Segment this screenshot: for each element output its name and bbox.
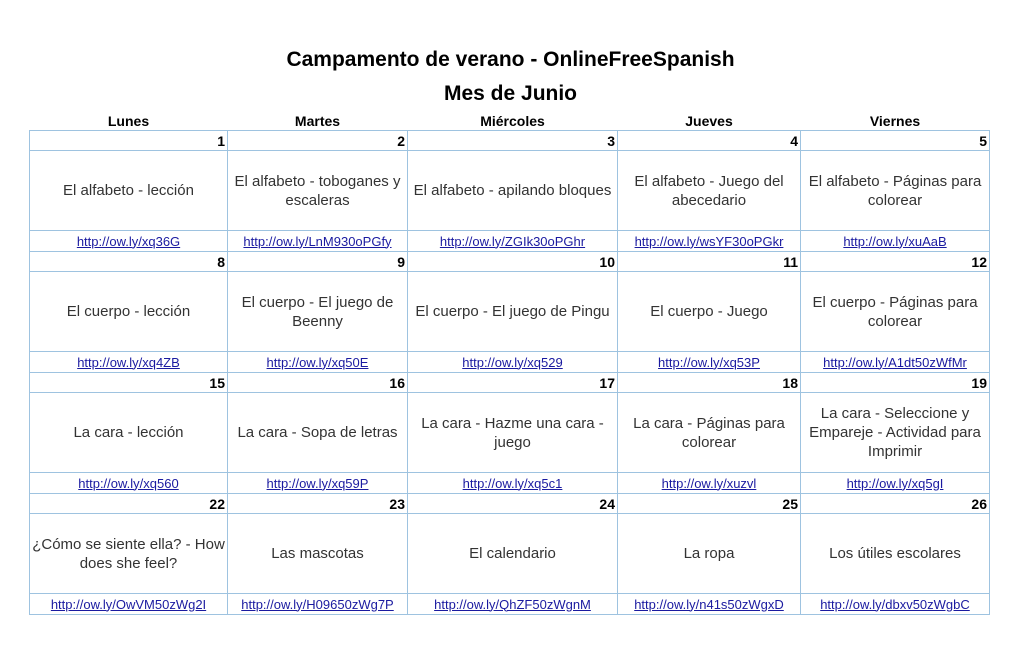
date-number: 8 xyxy=(30,252,228,272)
date-number-row xyxy=(30,252,990,272)
activity-cell: La cara - Sopa de letras xyxy=(228,393,408,473)
calendar-body xyxy=(30,131,990,615)
activity-row xyxy=(30,151,990,231)
link-cell xyxy=(30,352,228,373)
activity-link[interactable]: http://ow.ly/ZGIk30oPGhr xyxy=(439,233,586,249)
activity-cell: El cuerpo - Juego xyxy=(618,272,801,352)
activity-link[interactable]: http://ow.ly/n41s50zWgxD xyxy=(634,596,784,612)
date-number: 26 xyxy=(801,494,990,514)
activity-cell: La cara - lección xyxy=(30,393,228,473)
activity-link[interactable]: http://ow.ly/QhZF50zWgnM xyxy=(434,596,591,612)
activity-cell: El cuerpo - El juego de Pingu xyxy=(408,272,618,352)
date-number: 24 xyxy=(408,494,618,514)
activity-link[interactable]: http://ow.ly/xuzvl xyxy=(661,475,757,491)
date-number: 15 xyxy=(30,373,228,393)
activity-cell: El calendario xyxy=(408,514,618,594)
day-header: Martes xyxy=(294,113,341,129)
activity-cell: El cuerpo - lección xyxy=(30,272,228,352)
date-number: 9 xyxy=(228,252,408,272)
page-title: Campamento de verano - OnlineFreeSpanish xyxy=(286,48,735,71)
date-number: 2 xyxy=(228,131,408,151)
activity-cell: La cara - Seleccione y Empareje - Actividad para Imprimir xyxy=(801,393,990,473)
activity-cell: La cara - Hazme una cara - juego xyxy=(408,393,618,473)
activity-link[interactable]: http://ow.ly/xq53P xyxy=(658,354,760,370)
date-number: 19 xyxy=(801,373,990,393)
activity-link[interactable]: http://ow.ly/xq560 xyxy=(78,475,179,491)
activity-cell: El alfabeto - Juego del abecedario xyxy=(618,151,801,231)
date-number: 12 xyxy=(801,252,990,272)
day-header: Viernes xyxy=(869,113,921,129)
date-number: 1 xyxy=(30,131,228,151)
link-cell xyxy=(618,473,801,494)
activity-cell: Los útiles escolares xyxy=(801,514,990,594)
activity-cell: La cara - Páginas para colorear xyxy=(618,393,801,473)
link-row xyxy=(30,473,990,494)
activity-cell: El cuerpo - Páginas para colorear xyxy=(801,272,990,352)
link-cell xyxy=(801,594,990,615)
date-number-row xyxy=(30,131,990,151)
date-number: 18 xyxy=(618,373,801,393)
activity-link[interactable]: http://ow.ly/xq4ZB xyxy=(77,354,180,370)
date-number-row xyxy=(30,373,990,393)
activity-link[interactable]: http://ow.ly/A1dt50zWfMr xyxy=(823,354,967,370)
link-row xyxy=(30,231,990,252)
link-cell xyxy=(30,473,228,494)
activity-link[interactable]: http://ow.ly/wsYF30oPGkr xyxy=(634,233,784,249)
link-cell xyxy=(408,231,618,252)
day-header: Jueves xyxy=(685,113,733,129)
weekday-row xyxy=(30,112,990,131)
link-cell xyxy=(228,473,408,494)
activity-link[interactable]: http://ow.ly/xq529 xyxy=(462,354,563,370)
link-cell xyxy=(228,594,408,615)
activity-row xyxy=(30,514,990,594)
date-number: 5 xyxy=(801,131,990,151)
activity-row xyxy=(30,272,990,352)
date-number: 4 xyxy=(618,131,801,151)
day-header: Lunes xyxy=(107,113,150,129)
date-number: 3 xyxy=(408,131,618,151)
activity-cell: El cuerpo - El juego de Beenny xyxy=(228,272,408,352)
date-number: 17 xyxy=(408,373,618,393)
date-number: 10 xyxy=(408,252,618,272)
activity-link[interactable]: http://ow.ly/OwVM50zWg2I xyxy=(50,596,207,612)
link-cell xyxy=(618,352,801,373)
link-cell xyxy=(618,231,801,252)
activity-row xyxy=(30,393,990,473)
link-cell xyxy=(30,594,228,615)
activity-link[interactable]: http://ow.ly/LnM930oPGfy xyxy=(243,233,392,249)
activity-link[interactable]: http://ow.ly/xq5c1 xyxy=(462,475,563,491)
calendar-table xyxy=(29,112,990,615)
link-cell xyxy=(801,231,990,252)
link-cell xyxy=(228,231,408,252)
link-row xyxy=(30,352,990,373)
link-cell xyxy=(30,231,228,252)
link-row xyxy=(30,594,990,615)
activity-cell: El alfabeto - apilando bloques xyxy=(408,151,618,231)
date-number: 16 xyxy=(228,373,408,393)
link-cell xyxy=(801,473,990,494)
activity-cell: El alfabeto - Páginas para colorear xyxy=(801,151,990,231)
link-cell xyxy=(801,352,990,373)
link-cell xyxy=(228,352,408,373)
activity-link[interactable]: http://ow.ly/xuAaB xyxy=(843,233,947,249)
activity-link[interactable]: http://ow.ly/H09650zWg7P xyxy=(241,596,394,612)
date-number: 11 xyxy=(618,252,801,272)
activity-cell: ¿Cómo se siente ella? - How does she feel? xyxy=(30,514,228,594)
date-number-row xyxy=(30,494,990,514)
activity-cell: El alfabeto - lección xyxy=(30,151,228,231)
day-header: Miércoles xyxy=(480,113,545,129)
calendar-header xyxy=(30,112,990,131)
activity-link[interactable]: http://ow.ly/xq36G xyxy=(76,233,181,249)
page-subtitle: Mes de Junio xyxy=(443,82,578,105)
activity-link[interactable]: http://ow.ly/dbxv50zWgbC xyxy=(820,596,970,612)
activity-link[interactable]: http://ow.ly/xq5gI xyxy=(846,475,944,491)
date-number: 25 xyxy=(618,494,801,514)
activity-cell: La ropa xyxy=(618,514,801,594)
link-cell xyxy=(408,352,618,373)
link-cell xyxy=(618,594,801,615)
link-cell xyxy=(408,473,618,494)
activity-cell: Las mascotas xyxy=(228,514,408,594)
date-number: 23 xyxy=(228,494,408,514)
activity-cell: El alfabeto - toboganes y escaleras xyxy=(228,151,408,231)
link-cell xyxy=(408,594,618,615)
activity-link[interactable]: http://ow.ly/xq59P xyxy=(266,475,369,491)
date-number: 22 xyxy=(30,494,228,514)
activity-link[interactable]: http://ow.ly/xq50E xyxy=(266,354,369,370)
